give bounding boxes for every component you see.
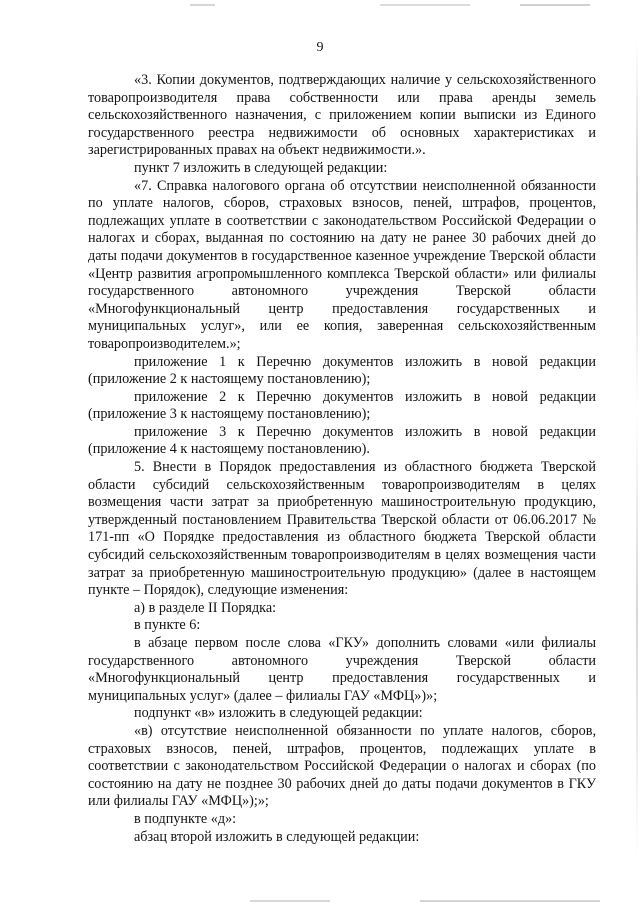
paragraph: «в) отсутствие неисполненной обязанности по уплате налогов, сборов, страховых взносов, пеней, штрафов, процентов, подлежащих уплате в соответствии с законодательством Российской Федерации о налогах и сборах (по состоянию на дату не позднее 30 рабочих дней до даты подачи документов в ГКУ или филиалы ГАУ «МФЦ»);»;	[88, 722, 596, 810]
paragraph: «3. Копии документов, подтверждающих наличие у сельскохозяйственного товаропроизводителя права собственности или права аренды земель сельскохозяйственного назначения, с приложением копии выписки из Единого государственного реестра недвижимости об основных характеристиках и зарегистрированных правах на объект недвижимости.».	[88, 72, 596, 159]
paragraph: в пункте 6:	[134, 617, 201, 634]
paragraph: в абзаце первом после слова «ГКУ» дополнить словами «или филиалы государственного автономного учреждения Тверской области «Многофункциональный центр предоставления государственных и муниципальных услуг» (далее – филиалы ГАУ «МФЦ»)»;	[88, 635, 596, 704]
paragraph: 5. Внести в Порядок предоставления из областного бюджета Тверской области субсидий сельскохозяйственным товаропроизводителям в целях возмещения части затрат за приобретенную машиностроительную продукцию, утвержденный постановлением Правительства Тверской области от 06.06.2017 № 171-пп «О Порядке предоставления из областного бюджета Тверской области субсидий сельскохозяйственным товаропроизводителям в целях возмещения части затрат за приобретенную машиностроительную продукцию» (далее в настоящем пункте – Порядок), следующие изменения:	[88, 459, 596, 599]
paragraph: приложение 2 к Перечню документов изложить в новой редакции (приложение 3 к настоящему постановлению);	[88, 388, 596, 423]
paragraph: в подпункте «д»:	[134, 810, 237, 827]
paragraph: пункт 7 изложить в следующей редакции:	[134, 159, 388, 176]
paragraph: «7. Справка налогового органа об отсутствии неисполненной обязанности по уплате налогов, сборов, страховых взносов, пеней, штрафов, процентов, подлежащих уплате в соответствии с законодательством Российской Федерации о налогах и сборах, выданная по состоянию на дату не ранее 30 рабочих дней до даты подачи документов в государственное казенное учреждение Тверской области «Центр развития агропромышленного комплекса Тверской области» или филиалы государственного автономного учреждения Тверской области «Многофункциональный центр предоставления государственных и муниципальных услуг», или ее копия, заверенная сельскохозяйственным товаропроизводителем.»;	[88, 177, 596, 352]
paragraph: абзац второй изложить в следующей редакции:	[134, 828, 420, 845]
page-number: 9	[316, 40, 324, 55]
scan-edge-top	[0, 4, 640, 6]
paragraph: приложение 3 к Перечню документов изложить в новой редакции (приложение 4 к настоящему постановлению).	[88, 423, 596, 458]
document-body	[88, 72, 596, 846]
paragraph: а) в разделе II Порядка:	[134, 599, 277, 616]
paragraph: приложение 1 к Перечню документов изложить в новой редакции (приложение 2 к настоящему постановлению);	[88, 353, 596, 388]
paragraph: подпункт «в» изложить в следующей редакции:	[134, 705, 423, 722]
scan-edge-bottom	[0, 900, 640, 902]
scan-edge-right	[636, 40, 638, 860]
